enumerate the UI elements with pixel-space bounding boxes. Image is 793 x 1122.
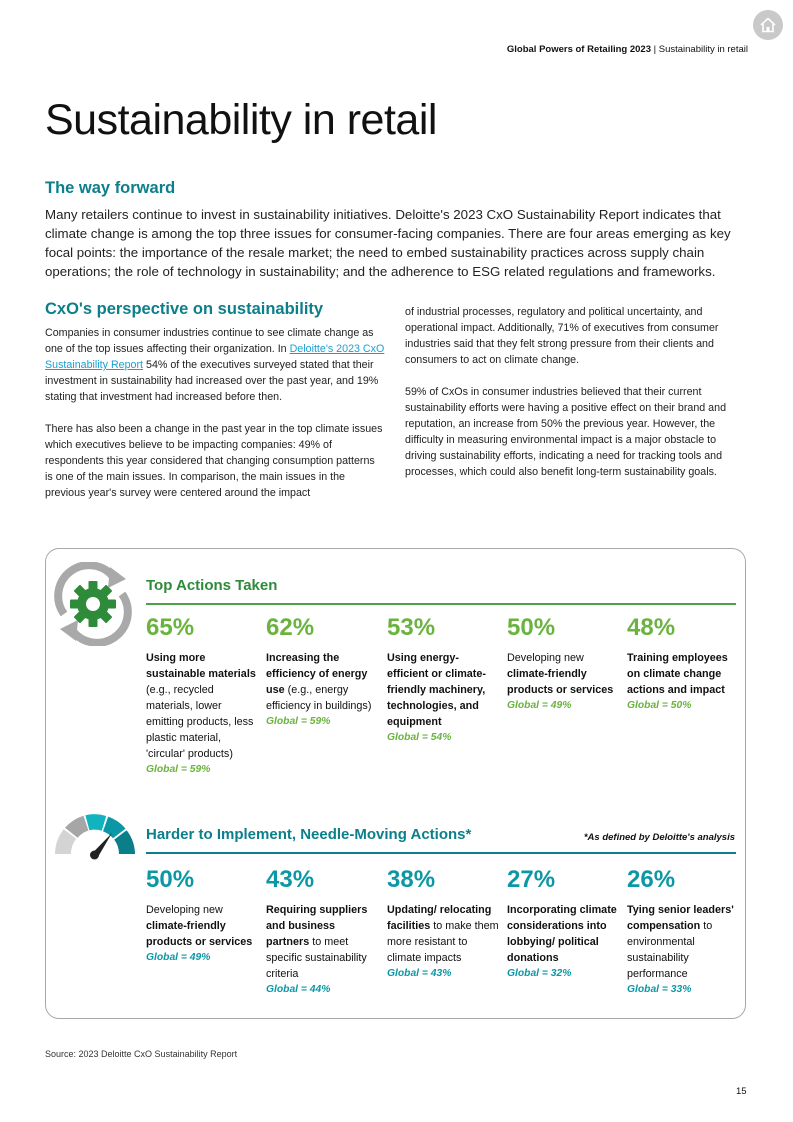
stat-percent: 26% xyxy=(627,866,676,893)
harder-action-1 xyxy=(146,866,258,966)
stat-global: Global = 32% xyxy=(507,968,572,979)
stat-global: Global = 54% xyxy=(387,732,452,743)
top-actions-divider xyxy=(146,603,736,605)
cxo-p1-text-after: 54% of the executives surveyed stated that their investment in sustainability had increased over the past year, and 19% stating that investment had increased before then. xyxy=(45,359,379,403)
stat-percent: 53% xyxy=(387,614,436,641)
top-action-3 xyxy=(387,614,499,746)
way-forward-heading: The way forward xyxy=(45,179,176,197)
stat-description: Using more sustainable materials (e.g., recycled materials, lower emitting products, less plastic material, 'circular' products) xyxy=(146,652,256,760)
page-title: Sustainability in retail xyxy=(45,96,437,144)
stat-description: Increasing the efficiency of energy use (e.g., energy efficiency in buildings) xyxy=(266,652,372,712)
stat-description: Using energy-efficient or climate-friendly machinery, technologies, and equipment xyxy=(387,652,486,728)
cxo-paragraph-2: There has also been a change in the past year in the top climate issues which executives believe to be impacting companies: 49% of respondents this year considered that changing consumption patterns is one of the main issues. In comparison, the main issues in the previous year's survey were centered around the impact xyxy=(45,423,383,499)
cxo-heading: CxO's perspective on sustainability xyxy=(45,300,324,318)
gear-cycle-icon xyxy=(52,562,134,646)
stat-global: Global = 59% xyxy=(266,716,331,727)
stat-description: Tying senior leaders' compensation to environmental sustainability performance xyxy=(627,904,734,980)
stat-description: Developing new climate-friendly products or services xyxy=(146,904,253,948)
cxo-column-right xyxy=(405,304,747,496)
stat-description: Updating/ relocating facilities to make them more resistant to climate impacts xyxy=(387,904,499,964)
harder-action-2 xyxy=(266,866,378,998)
stat-description: Training employees on climate change actions and impact xyxy=(627,652,728,696)
cxo-report-link[interactable]: Deloitte's 2023 CxO Sustainability Report xyxy=(45,343,385,371)
stat-percent: 62% xyxy=(266,614,315,641)
source-note: Source: 2023 Deloitte CxO Sustainability Report xyxy=(45,1049,238,1059)
stat-description: Developing new climate-friendly products or services xyxy=(507,652,614,696)
harder-actions-title: Harder to Implement, Needle-Moving Actions* xyxy=(146,826,472,843)
cxo-paragraph-1 xyxy=(45,325,385,405)
header-separator: | xyxy=(653,44,657,55)
stat-description: Requiring suppliers and business partners to meet specific sustainability criteria xyxy=(266,904,368,980)
cxo-paragraph-4: 59% of CxOs in consumer industries believed that their current sustainability efforts were having a positive effect on their brand and reputation, an increase from 50% the previous year. However, the difficulty in measuring environmental impact is a major obstacle to driving sustainability efforts, indicating a need for tracking tools and processes, which could also benefit long-term sustainability goals. xyxy=(405,386,727,478)
stat-global: Global = 49% xyxy=(146,952,211,963)
cxo-paragraph-3: of industrial processes, regulatory and political uncertainty, and operational impact. Additionally, 71% of executives from consumer industries said that they felt strong pressure from their clients and consumers to act on climate change. xyxy=(405,306,719,366)
stat-percent: 38% xyxy=(387,866,436,893)
stat-percent: 43% xyxy=(266,866,315,893)
top-action-5 xyxy=(627,614,739,714)
way-forward-body: Many retailers continue to invest in sustainability initiatives. Deloitte's 2023 CxO Sustainability Report indicates that climate change is among the top three issues for consumer-facing companies. There are four areas emerging as key focal points: the importance of the resale market; the need to embed sustainability practices across supply chain operations; the role of technology in sustainability; and the adherence to ESG related regulations and frameworks. xyxy=(45,207,731,279)
stat-description: Incorporating climate considerations into lobbying/ political donations xyxy=(507,904,617,964)
stat-percent: 48% xyxy=(627,614,676,641)
stat-global: Global = 50% xyxy=(627,700,692,711)
stat-percent: 50% xyxy=(507,614,556,641)
home-icon xyxy=(759,16,777,34)
top-actions-title: Top Actions Taken xyxy=(146,577,278,594)
gauge-icon xyxy=(52,812,138,864)
harder-actions-divider xyxy=(146,852,736,854)
stat-global: Global = 59% xyxy=(146,764,211,775)
header-report-title: Global Powers of Retailing 2023 xyxy=(506,44,651,55)
top-action-4 xyxy=(507,614,619,714)
stat-percent: 50% xyxy=(146,866,195,893)
top-action-2 xyxy=(266,614,378,730)
harder-action-3 xyxy=(387,866,499,982)
top-action-1 xyxy=(146,614,258,778)
stat-global: Global = 33% xyxy=(627,984,692,995)
stat-global: Global = 49% xyxy=(507,700,572,711)
harder-action-5 xyxy=(627,866,739,998)
cxo-column-left xyxy=(45,325,385,517)
stat-percent: 65% xyxy=(146,614,195,641)
header-section: Sustainability in retail xyxy=(658,44,748,55)
stat-global: Global = 44% xyxy=(266,984,331,995)
running-header xyxy=(507,44,748,55)
harder-actions-footnote: *As defined by Deloitte's analysis xyxy=(583,832,735,843)
cxo-p1-text: Companies in consumer industries continue to see climate change as one of the top issues affecting their organization. In xyxy=(45,327,374,355)
home-button[interactable] xyxy=(753,10,783,40)
page-number: 15 xyxy=(736,1086,747,1097)
harder-action-4 xyxy=(507,866,619,982)
stat-percent: 27% xyxy=(507,866,556,893)
stat-global: Global = 43% xyxy=(387,968,452,979)
